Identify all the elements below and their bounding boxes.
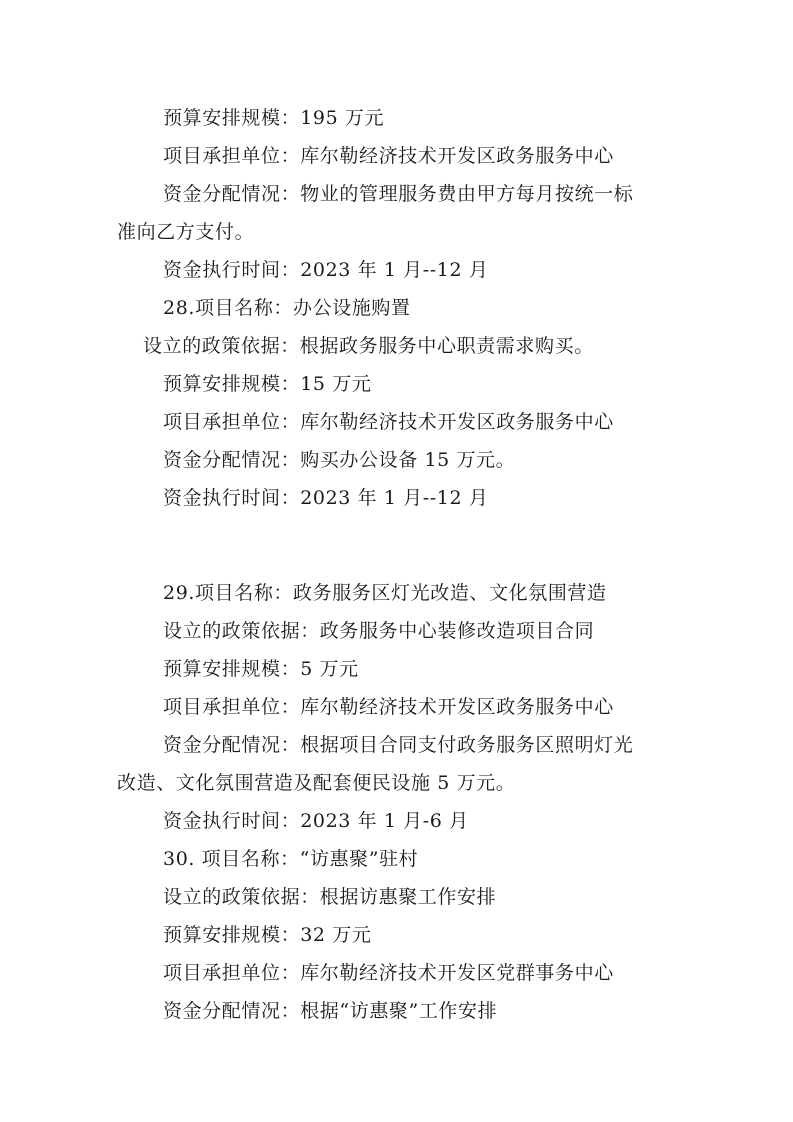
responsible-unit-line: 项目承担单位：库尔勒经济技术开发区党群事务中心 [163, 962, 614, 984]
project-30-title: 30. 项目名称：“访惠聚”驻村 [163, 848, 419, 870]
budget-scale-line: 预算安排规模：5 万元 [163, 658, 359, 680]
project-29-title: 29.项目名称：政务服务区灯光改造、文化氛围营造 [163, 582, 607, 604]
budget-scale-line: 预算安排规模：195 万元 [163, 107, 385, 129]
fund-allocation-cont: 准向乙方支付。 [117, 221, 255, 243]
fund-allocation-line: 资金分配情况：根据“访惠聚”工作安排 [163, 1000, 498, 1022]
responsible-unit-line: 项目承担单位：库尔勒经济技术开发区政务服务中心 [163, 145, 614, 167]
responsible-unit-line: 项目承担单位：库尔勒经济技术开发区政务服务中心 [163, 696, 614, 718]
execution-time-line: 资金执行时间：2023 年 1 月--12 月 [163, 259, 489, 281]
execution-time-line: 资金执行时间：2023 年 1 月-6 月 [163, 810, 469, 832]
fund-allocation-line: 资金分配情况：根据项目合同支付政务服务区照明灯光 [163, 734, 634, 756]
budget-scale-line: 预算安排规模：32 万元 [163, 924, 372, 946]
execution-time-line: 资金执行时间：2023 年 1 月--12 月 [163, 487, 489, 509]
policy-basis-line: 设立的政策依据：根据政务服务中心职责需求购买。 [143, 335, 594, 357]
responsible-unit-line: 项目承担单位：库尔勒经济技术开发区政务服务中心 [163, 411, 614, 433]
policy-basis-line: 设立的政策依据：根据访惠聚工作安排 [163, 886, 497, 908]
budget-scale-line: 预算安排规模：15 万元 [163, 373, 372, 395]
policy-basis-line: 设立的政策依据：政务服务中心装修改造项目合同 [163, 620, 595, 642]
project-28-title: 28.项目名称：办公设施购置 [163, 297, 411, 319]
fund-allocation-line: 资金分配情况：物业的管理服务费由甲方每月按统一标 [163, 183, 634, 205]
fund-allocation-line: 资金分配情况：购买办公设备 15 万元。 [163, 449, 516, 471]
fund-allocation-cont: 改造、文化氛围营造及配套便民设施 5 万元。 [117, 772, 516, 794]
